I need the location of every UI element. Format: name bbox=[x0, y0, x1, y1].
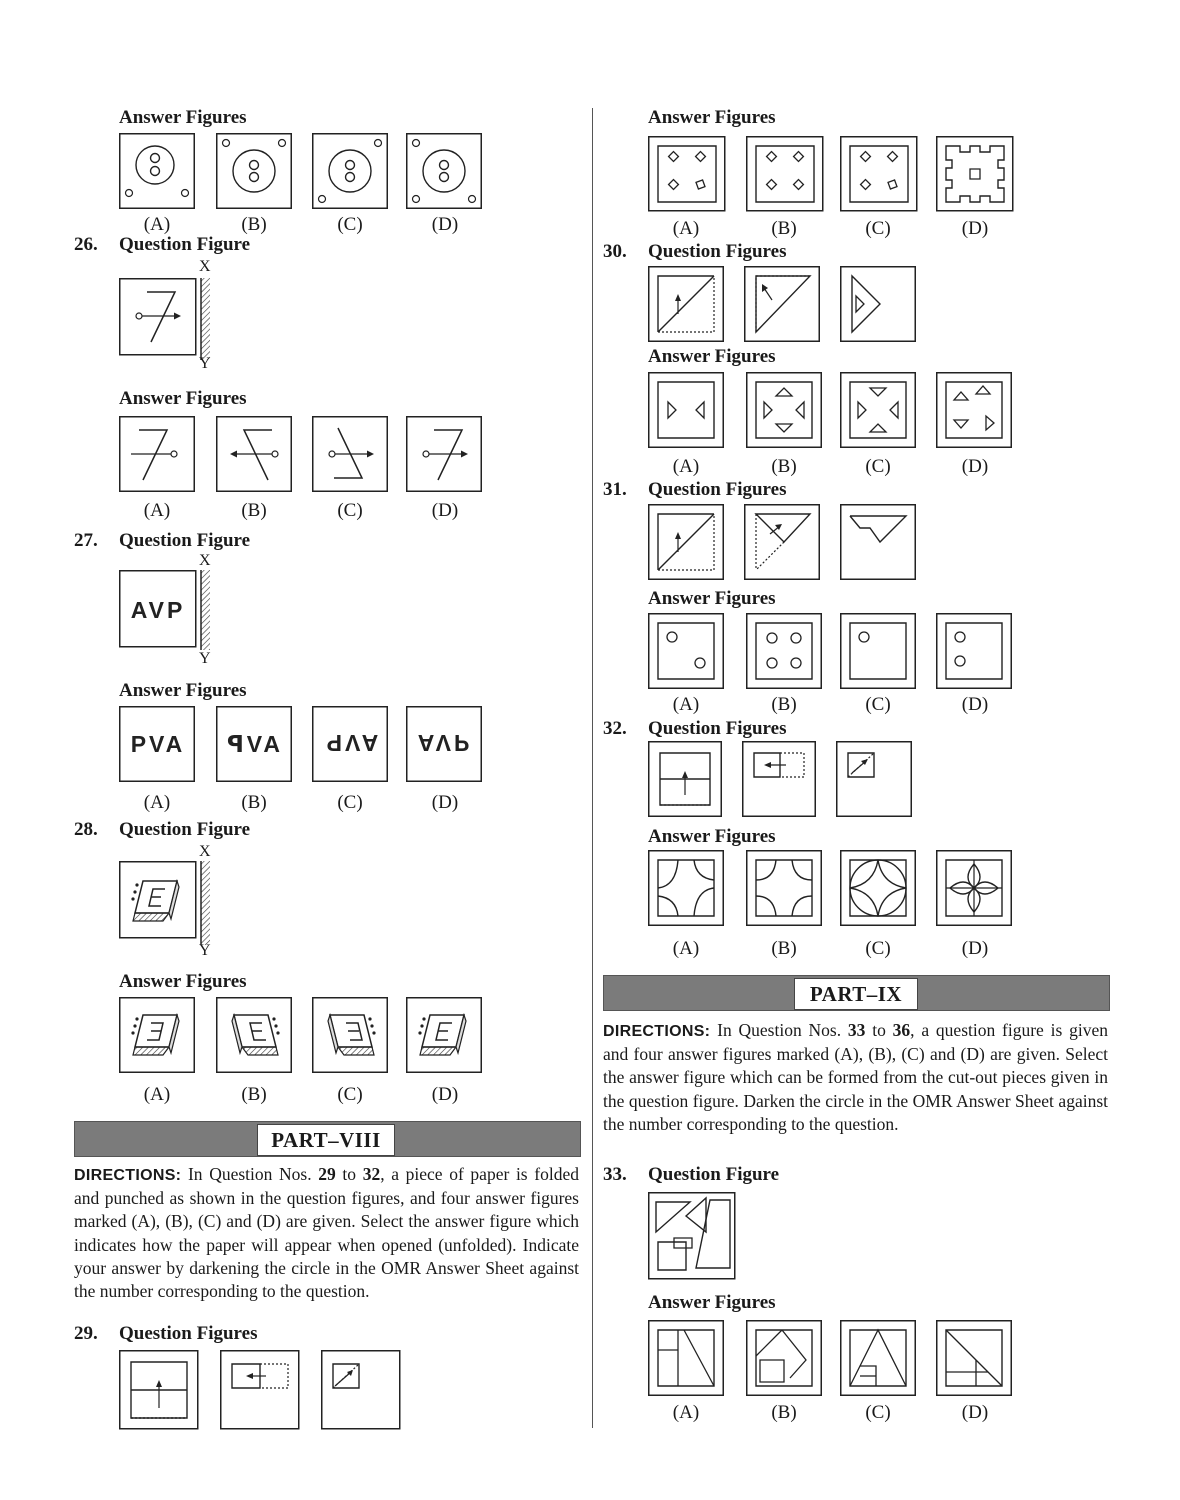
q26-answer-c[interactable] bbox=[312, 416, 388, 492]
q33-answer-b[interactable] bbox=[746, 1320, 822, 1396]
question-number: 33. bbox=[603, 1164, 627, 1185]
option-label: (C) bbox=[337, 500, 363, 521]
q27-answer-figures-heading: Answer Figures bbox=[119, 680, 247, 701]
question-number: 32. bbox=[603, 718, 627, 739]
option-label: (D) bbox=[961, 218, 989, 239]
q28-answer-figures-heading: Answer Figures bbox=[119, 971, 247, 992]
q26-question-figure bbox=[119, 278, 219, 360]
q30-answer-d[interactable] bbox=[936, 372, 1012, 448]
q29-answer-c[interactable] bbox=[840, 136, 918, 212]
question-number: 29. bbox=[74, 1323, 98, 1344]
option-label: (C) bbox=[865, 694, 891, 715]
option-label: (A) bbox=[143, 792, 171, 813]
q31-answer-c[interactable] bbox=[840, 613, 916, 689]
q29-question-figure-1 bbox=[119, 1350, 199, 1430]
q29-answer-a[interactable] bbox=[648, 136, 726, 212]
option-label: (C) bbox=[337, 792, 363, 813]
q28-answer-a[interactable] bbox=[119, 997, 195, 1073]
q27-answer-c[interactable] bbox=[312, 706, 388, 782]
q32-answer-a[interactable] bbox=[648, 850, 724, 926]
q28-answer-b[interactable] bbox=[216, 997, 292, 1073]
q26-answer-b[interactable] bbox=[216, 416, 292, 492]
option-label: (B) bbox=[241, 500, 267, 521]
q25-answer-d[interactable] bbox=[406, 133, 482, 209]
q31-answer-d[interactable] bbox=[936, 613, 1012, 689]
mirror-label-x: X bbox=[199, 258, 211, 275]
q30-question-figure-2 bbox=[744, 266, 820, 342]
question-number: 26. bbox=[74, 234, 98, 255]
question-number: 27. bbox=[74, 530, 98, 551]
option-label: (B) bbox=[241, 214, 267, 235]
part-ix-title: PART–IX bbox=[794, 978, 918, 1010]
q29-answer-figures-heading: Answer Figures bbox=[648, 107, 776, 128]
option-label: (C) bbox=[865, 1402, 891, 1423]
question-figure-heading: Question Figure bbox=[119, 530, 251, 551]
part-ix-directions: DIRECTIONS: In Question Nos. 33 to 36, a question figure is given and four answer figures marked (A), (B), (C) and (D) are given. Select the answer figure which can be formed from the cut-out pieces given in the question figure. Darken the circle in the OMR Answer Sheet against the number corresponding to the question. bbox=[603, 1020, 1108, 1134]
q27-answer-a-text: PVA bbox=[130, 731, 186, 757]
option-label: (B) bbox=[771, 1402, 797, 1423]
q29-question-figure-3 bbox=[321, 1350, 401, 1430]
option-label: (B) bbox=[241, 792, 267, 813]
option-label: (D) bbox=[961, 938, 989, 959]
q27-answer-b[interactable] bbox=[216, 706, 292, 782]
q32-answer-figures-heading: Answer Figures bbox=[648, 826, 776, 847]
question-figures-heading: Question Figures bbox=[648, 241, 787, 262]
q30-answer-figures-heading: Answer Figures bbox=[648, 346, 776, 367]
question-figure-heading: Question Figure bbox=[648, 1164, 780, 1185]
q29-answer-d[interactable] bbox=[936, 136, 1014, 212]
option-label: (C) bbox=[337, 1084, 363, 1105]
option-label: (B) bbox=[771, 456, 797, 477]
q31-answer-figures-heading: Answer Figures bbox=[648, 588, 776, 609]
question-number: 30. bbox=[603, 241, 627, 262]
q31-question-figure-2 bbox=[744, 504, 820, 580]
question-figures-heading: Question Figures bbox=[648, 479, 787, 500]
question-figures-heading: Question Figures bbox=[119, 1323, 258, 1344]
option-label: (B) bbox=[771, 694, 797, 715]
option-label: (C) bbox=[865, 456, 891, 477]
option-label: (C) bbox=[337, 214, 363, 235]
q32-answer-d[interactable] bbox=[936, 850, 1012, 926]
q32-question-figure-1 bbox=[648, 741, 722, 817]
q26-answer-d[interactable] bbox=[406, 416, 482, 492]
option-label: (A) bbox=[143, 1084, 171, 1105]
option-label: (D) bbox=[431, 214, 459, 235]
q28-answer-c[interactable] bbox=[312, 997, 388, 1073]
q30-answer-c[interactable] bbox=[840, 372, 916, 448]
q33-answer-d[interactable] bbox=[936, 1320, 1012, 1396]
q27-answer-d[interactable] bbox=[406, 706, 482, 782]
mirror-label-y: Y bbox=[199, 942, 211, 959]
question-figure-heading: Question Figure bbox=[119, 234, 251, 255]
option-label: (B) bbox=[771, 218, 797, 239]
mirror-label-y: Y bbox=[199, 650, 211, 667]
q28-question-figure bbox=[119, 861, 219, 945]
q26-answer-a[interactable] bbox=[119, 416, 195, 492]
q26-answer-figures-heading: Answer Figures bbox=[119, 388, 247, 409]
option-label: (A) bbox=[672, 456, 700, 477]
part-viii-title: PART–VIII bbox=[257, 1124, 395, 1156]
option-label: (D) bbox=[961, 456, 989, 477]
option-label: (A) bbox=[672, 938, 700, 959]
option-label: (B) bbox=[771, 938, 797, 959]
part-ix-banner bbox=[603, 975, 1110, 1011]
part-viii-banner bbox=[74, 1121, 581, 1157]
option-label: (D) bbox=[961, 1402, 989, 1423]
question-number: 31. bbox=[603, 479, 627, 500]
option-label: (D) bbox=[961, 694, 989, 715]
q31-question-figure-3 bbox=[840, 504, 916, 580]
q30-question-figure-1 bbox=[648, 266, 724, 342]
q29-answer-b[interactable] bbox=[746, 136, 824, 212]
q27-question-figure bbox=[119, 570, 219, 652]
option-label: (A) bbox=[143, 500, 171, 521]
q29-question-figure-2 bbox=[220, 1350, 300, 1430]
q33-question-figure bbox=[648, 1192, 736, 1280]
q28-answer-d[interactable] bbox=[406, 997, 482, 1073]
mirror-label-y: Y bbox=[199, 355, 211, 372]
q31-question-figure-1 bbox=[648, 504, 724, 580]
q31-answer-b[interactable] bbox=[746, 613, 822, 689]
q33-answer-figures-heading: Answer Figures bbox=[648, 1292, 776, 1313]
q33-answer-c[interactable] bbox=[840, 1320, 916, 1396]
q33-answer-a[interactable] bbox=[648, 1320, 724, 1396]
option-label: (D) bbox=[431, 792, 459, 813]
option-label: (B) bbox=[241, 1084, 267, 1105]
q25-answer-figures-heading: Answer Figures bbox=[119, 107, 247, 128]
option-label: (C) bbox=[865, 938, 891, 959]
question-figures-heading: Question Figures bbox=[648, 718, 787, 739]
q27-question-text: AVP bbox=[130, 597, 186, 623]
q31-answer-a[interactable] bbox=[648, 613, 724, 689]
q27-answer-b-text: ꟼVA bbox=[226, 731, 284, 757]
q30-answer-a[interactable] bbox=[648, 372, 724, 448]
question-number: 28. bbox=[74, 819, 98, 840]
q32-answer-b[interactable] bbox=[746, 850, 822, 926]
q27-answer-c-text: AVP bbox=[323, 730, 379, 756]
q25-answer-b[interactable] bbox=[216, 133, 292, 209]
q25-answer-a[interactable] bbox=[119, 133, 195, 209]
q27-answer-d-text: AVP bbox=[417, 730, 473, 756]
option-label: (D) bbox=[431, 500, 459, 521]
part-viii-directions: DIRECTIONS: In Question Nos. 29 to 32, a piece of paper is folded and punched as shown in the question figures, and four answer figures marked (A), (B), (C) and (D) are given. Select the answer figure which indicates how the paper will appear when opened (unfolded). Indicate your answer by darkening the circle in the OMR Answer Sheet against the number corresponding to the question. bbox=[74, 1164, 579, 1302]
question-figure-heading: Question Figure bbox=[119, 819, 251, 840]
q30-answer-b[interactable] bbox=[746, 372, 822, 448]
option-label: (D) bbox=[431, 1084, 459, 1105]
mirror-label-x: X bbox=[199, 843, 211, 860]
q32-question-figure-3 bbox=[836, 741, 912, 817]
q30-question-figure-3 bbox=[840, 266, 916, 342]
q27-answer-a[interactable] bbox=[119, 706, 195, 782]
option-label: (C) bbox=[865, 218, 891, 239]
column-divider bbox=[592, 108, 593, 1428]
option-label: (A) bbox=[672, 218, 700, 239]
option-label: (A) bbox=[672, 694, 700, 715]
option-label: (A) bbox=[672, 1402, 700, 1423]
q32-answer-c[interactable] bbox=[840, 850, 916, 926]
mirror-label-x: X bbox=[199, 552, 211, 569]
q25-answer-c[interactable] bbox=[312, 133, 388, 209]
option-label: (A) bbox=[143, 214, 171, 235]
q32-question-figure-2 bbox=[742, 741, 816, 817]
